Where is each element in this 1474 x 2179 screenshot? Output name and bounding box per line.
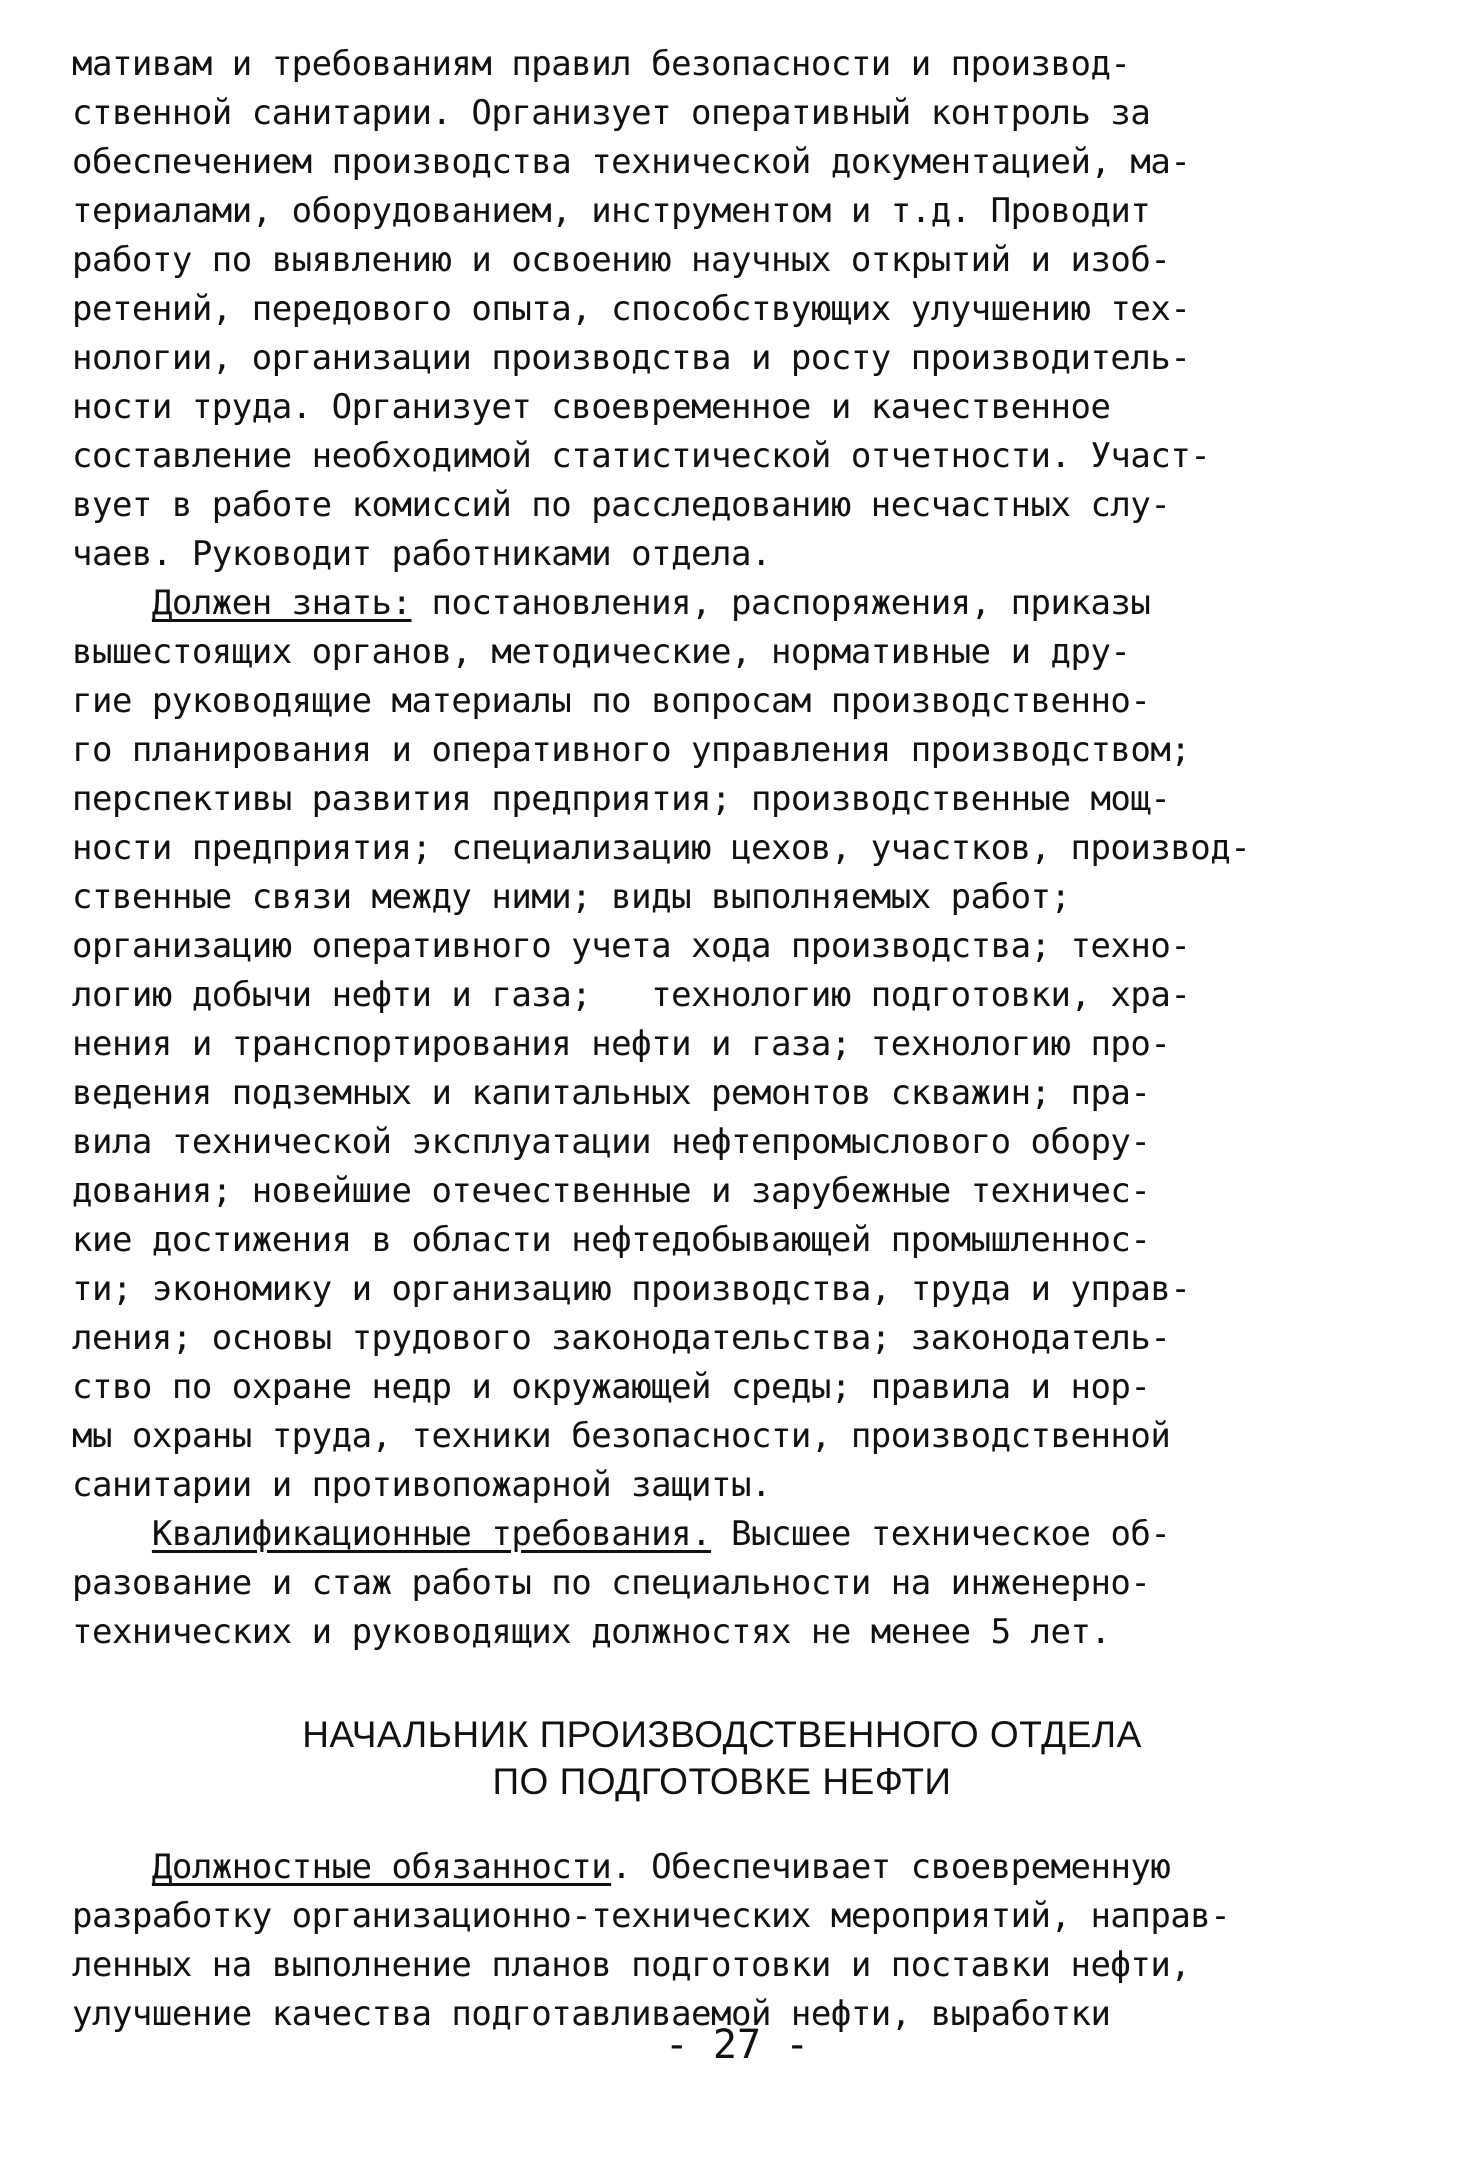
text-fragment: . Обеспечивает своевременную [611,1847,1171,1887]
text-line: организацию оперативного учета хода производства; техно- [72,926,1191,966]
text-line: вышестоящих органов, методические, нормативные и дру- [72,632,1131,672]
text-line: ственные связи между ними; виды выполняемых работ; [72,877,1071,917]
paragraph-qualification [72,1510,1417,1657]
text-line: составление необходимой статистической отчетности. Участ- [72,436,1211,476]
text-fragment: постановления, распоряжения, приказы [411,583,1151,623]
text-line: разработку организационно-технических мероприятий, направ- [72,1896,1231,1936]
text-line: го планирования и оперативного управления производством; [72,730,1191,770]
text-line: работу по выявлению и освоению научных открытий и изоб- [72,240,1171,280]
text-line: дования; новейшие отечественные и зарубежные техничес- [72,1171,1151,1211]
text-line: мативам и требованиям правил безопасности и производ- [72,44,1131,84]
heading-line: ПО ПОДГОТОВКЕ НЕФТИ [492,1761,952,1802]
text-line: вует в работе комиссий по расследованию несчастных слу- [72,485,1171,525]
text-line: ство по охране недр и окружающей среды; правила и нор- [72,1367,1151,1407]
text-line: обеспечением производства технической документацией, ма- [72,142,1191,182]
paragraph-duties-continued [72,40,1417,579]
heading-line: НАЧАЛЬНИК ПРОИЗВОДСТВЕННОГО ОТДЕЛА [302,1714,1142,1755]
text-line [72,1843,1417,1892]
text-line: ленных на выполнение планов подготовки и поставки нефти, [72,1945,1191,1985]
page-body [72,40,1417,2039]
text-line: нения и транспортирования нефти и газа; технологию про- [72,1024,1171,1064]
text-line: териалами, оборудованием, инструментом и т.д. Проводит [72,191,1151,231]
paragraph-duties [72,1843,1417,2039]
text-line: мы охраны труда, техники безопасности, производственной [72,1416,1171,1456]
text-line: ретений, передового опыта, способствующих улучшению тех- [72,289,1191,329]
section-heading [72,1711,1372,1805]
section-label-duties: Должностные обязанности [151,1847,612,1887]
text-line: кие достижения в области нефтедобывающей промышленнос- [72,1220,1151,1260]
text-line: логию добычи нефти и газа; технологию подготовки, хра- [72,975,1191,1015]
text-line: ности предприятия; специализацию цехов, участков, производ- [72,828,1251,868]
text-line: ления; основы трудового законодательства; законодатель- [72,1318,1171,1358]
paragraph-must-know [72,579,1417,1510]
text-line: ственной санитарии. Организует оперативный контроль за [72,93,1151,133]
text-line: вила технической эксплуатации нефтепромыслового обору- [72,1122,1151,1162]
text-line [72,579,1417,628]
text-line: технических и руководящих должностях не менее 5 лет. [72,1612,1111,1652]
text-line: ведения подземных и капитальных ремонтов скважин; пра- [72,1073,1151,1113]
text-line: нологии, организации производства и росту производитель- [72,338,1191,378]
page-number: - 27 - [664,2022,810,2068]
text-line: чаев. Руководит работниками отдела. [72,534,771,574]
text-line: улучшение качества подготавливаемой нефти, выработки [72,1994,1111,2034]
text-fragment: Высшее техническое об- [711,1514,1171,1554]
text-line: санитарии и противопожарной защиты. [72,1465,771,1505]
text-line: ти; экономику и организацию производства, труда и управ- [72,1269,1191,1309]
text-line: разование и стаж работы по специальности на инженерно- [72,1563,1151,1603]
section-label-must-know: Должен знать: [151,583,412,623]
text-line: гие руководящие материалы по вопросам производственно- [72,681,1151,721]
section-label-qualification: Квалификационные требования. [151,1514,712,1554]
text-line [72,1510,1417,1559]
text-line: перспективы развития предприятия; производственные мощ- [72,779,1171,819]
text-line: ности труда. Организует своевременное и качественное [72,387,1111,427]
